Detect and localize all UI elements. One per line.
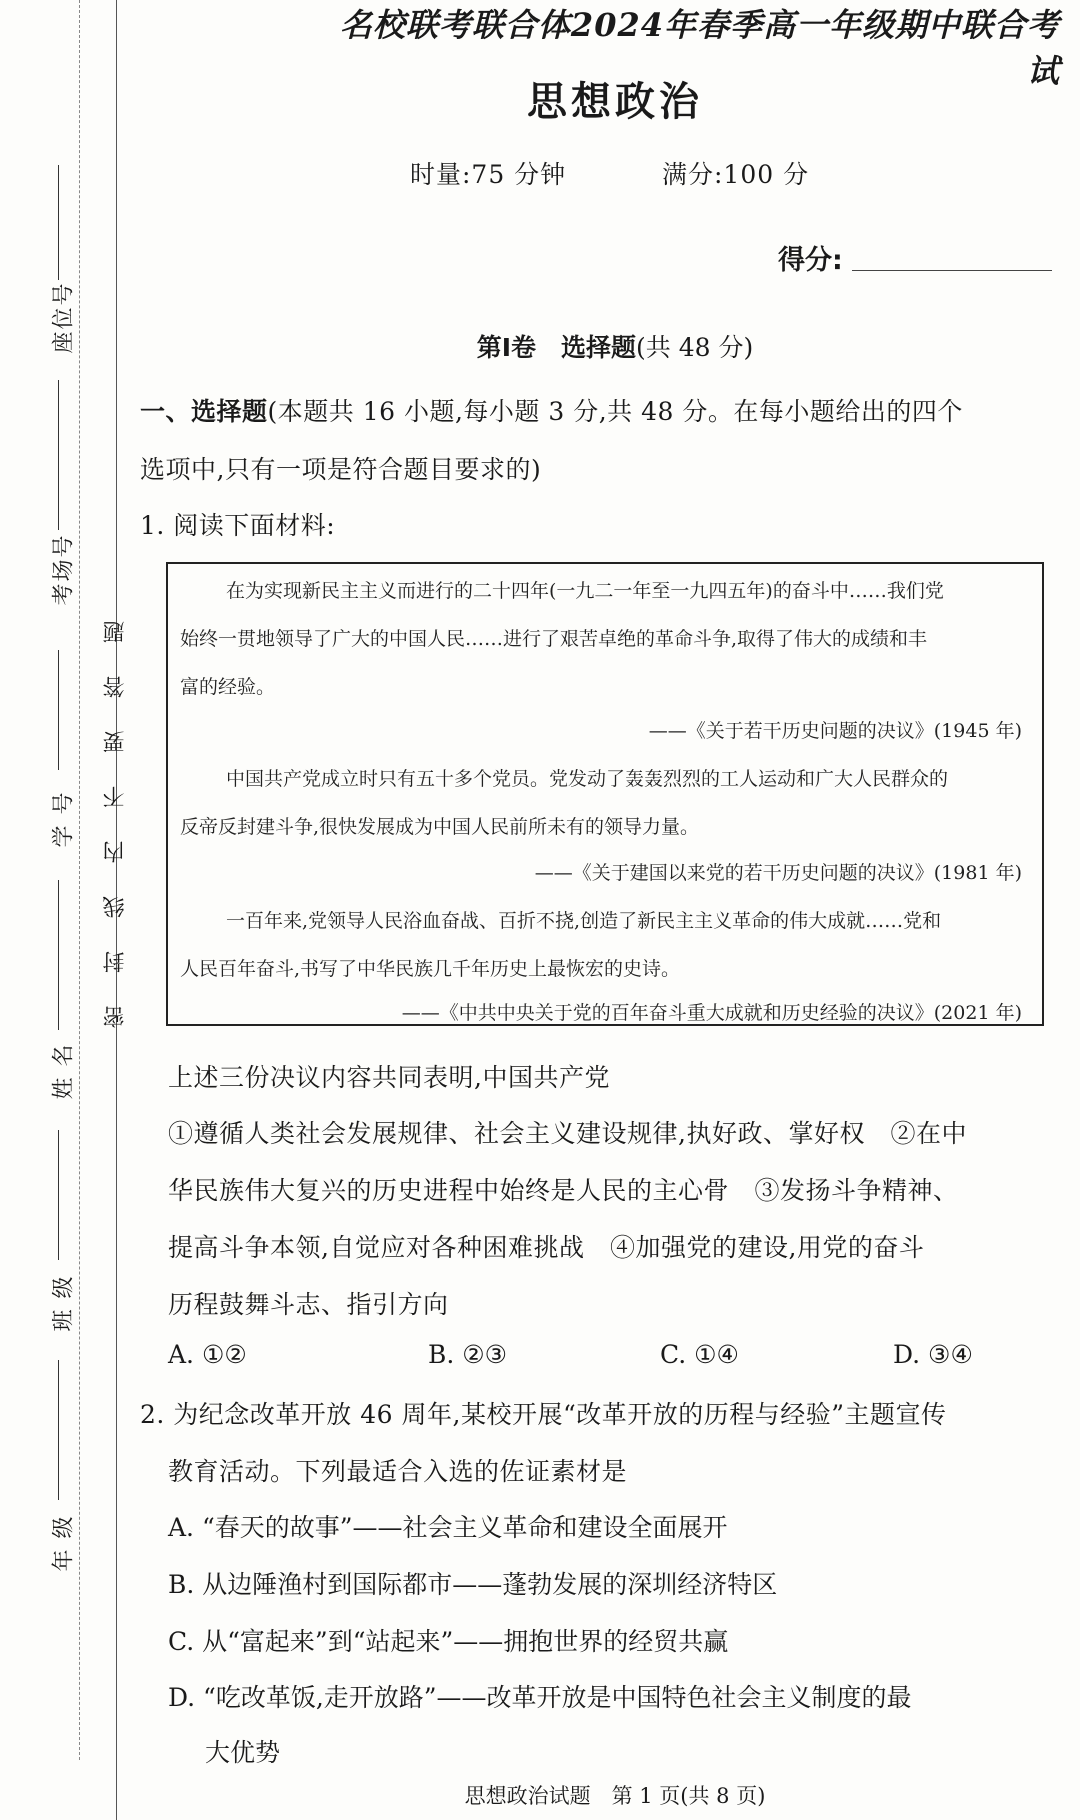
material-p2-line2: 反帝反封建斗争,很快发展成为中国人民前所未有的领导力量。 [180,816,700,838]
q2-option-b[interactable]: B. 从边陲渔村到国际都市——蓬勃发展的深圳经济特区 [168,1570,778,1599]
time-limit: 时量:75 分钟 [410,160,567,189]
part-instructions-line1 [140,392,963,428]
score-label: 得分: [778,245,843,276]
name-line [58,880,59,1030]
material-p1-line3: 富的经验。 [180,676,276,698]
material-p2-line1: 中国共产党成立时只有五十多个党员。党发动了轰轰烈烈的工人运动和广大人民群众的 [226,768,949,790]
class-line [58,1130,59,1260]
material-p1-line1: 在为实现新民主主义而进行的二十四年(一九二一年至一九四五年)的奋斗中……我们党 [226,580,944,602]
q1-statements-line1: ①遵循人类社会发展规律、社会主义建设规律,执好政、掌好权 ②在中 [168,1119,967,1148]
q2-option-c[interactable]: C. 从“富起来”到“站起来”——拥抱世界的经贸共赢 [168,1627,729,1656]
material-source-1: ——《关于若干历史问题的决议》(1945 年) [648,720,1022,742]
class-label: 班 级 [51,1274,77,1332]
grade-label: 年 级 [51,1514,77,1572]
student-id-line [58,650,59,770]
seal-dashed-line [79,0,80,1760]
exam-title: 名校联考联合体2024年春季高一年级期中联合考试 [339,6,1060,90]
q1-option-c[interactable]: C. ①④ [660,1340,739,1369]
seat-number-line [58,165,59,280]
exam-room-label: 考场号 [51,533,77,606]
material-source-3: ——《中共中央关于党的百年奋斗重大成就和历史经验的决议》(2021 年) [401,1002,1022,1024]
name-label: 姓 名 [51,1042,77,1100]
q2-stem-line2: 教育活动。下列最适合入选的佐证素材是 [168,1457,628,1486]
exam-room-line [58,380,59,530]
material-source-2: ——《关于建国以来党的若干历史问题的决议》(1981 年) [534,862,1022,884]
seat-number-label: 座位号 [51,281,77,354]
student-id-label: 学 号 [51,790,77,848]
grade-line [58,1360,59,1500]
q1-question: 上述三份决议内容共同表明,中国共产党 [168,1063,610,1092]
material-p3-line1: 一百年来,党领导人民浴血奋战、百折不挠,创造了新民主主义革命的伟大成就……党和 [226,910,942,932]
q2-option-d-cont: 大优势 [205,1738,281,1767]
q1-statements-line4: 历程鼓舞斗志、指引方向 [168,1290,449,1319]
q1-option-a[interactable]: A. ①② [168,1340,247,1369]
q2-option-d[interactable]: D. “吃改革饭,走开放路”——改革开放是中国特色社会主义制度的最 [168,1683,912,1712]
part-instructions-line2: 选项中,只有一项是符合题目要求的) [140,455,542,484]
material-p1-line2: 始终一贯地领导了广大的中国人民……进行了艰苦卓绝的革命斗争,取得了伟大的成绩和丰 [180,628,928,650]
section-title [150,328,1080,364]
full-score: 满分:100 分 [662,160,810,189]
q1-option-b[interactable]: B. ②③ [428,1340,508,1369]
section-title-bold: 第Ⅰ卷 选择题 [476,333,637,362]
q1-statements-line3: 提高斗争本领,自觉应对各种困难挑战 ④加强党的建设,用党的奋斗 [168,1233,925,1262]
page-footer: 思想政治试题 第 1 页(共 8 页) [464,1784,766,1808]
section-title-points: (共 48 分) [636,333,754,362]
score-blank[interactable] [852,270,1052,271]
q1-option-d[interactable]: D. ③④ [893,1340,973,1369]
q1-stem: 1. 阅读下面材料: [140,511,336,540]
q2-stem-line1: 2. 为纪念改革开放 46 周年,某校开展“改革开放的历程与经验”主题宣传 [140,1400,947,1429]
part-desc-1: (本题共 16 小题,每小题 3 分,共 48 分。在每小题给出的四个 [267,397,963,426]
seal-warning-text: 密封线内不要答题 [103,588,128,1028]
part-label: 一、选择题 [140,397,268,426]
material-p3-line2: 人民百年奋斗,书写了中华民族几千年历史上最恢宏的史诗。 [180,958,681,980]
subject-title: 思想政治 [527,79,703,125]
q2-option-a[interactable]: A. “春天的故事”——社会主义革命和建设全面展开 [168,1513,728,1542]
q1-statements-line2: 华民族伟大复兴的历史进程中始终是人民的主心骨 ③发扬斗争精神、 [168,1176,959,1205]
q1-material-box [166,562,1044,1026]
